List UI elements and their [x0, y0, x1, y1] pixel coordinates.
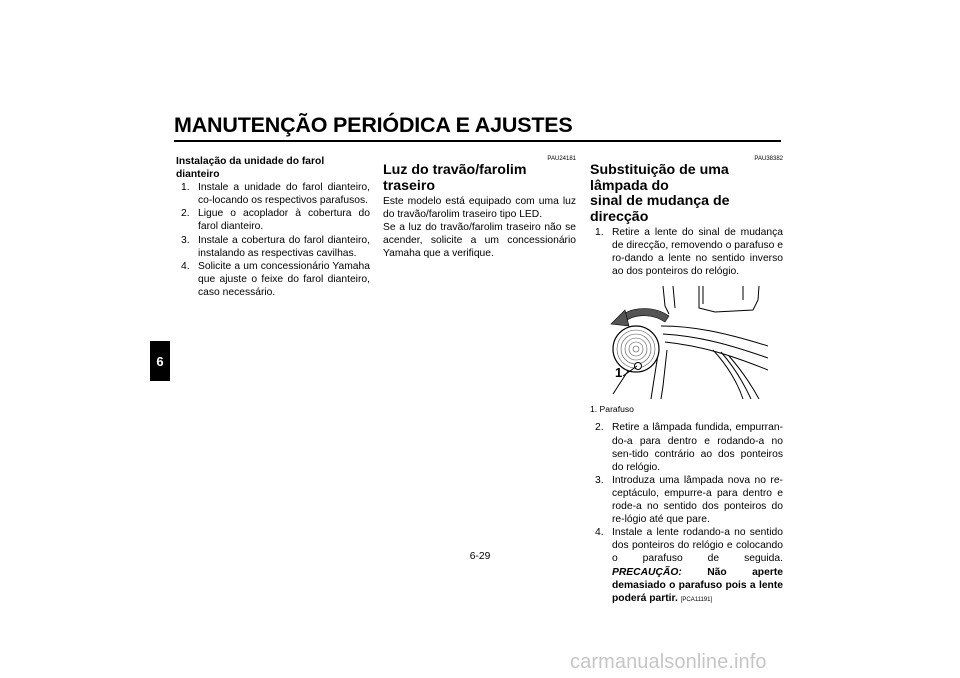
list-item: 3. Instale a cobertura do farol dianteiro, instalando as respectivas cavilhas.: [181, 234, 370, 259]
page-number: 6-29: [469, 551, 491, 562]
section-code: PAU24181: [547, 156, 576, 162]
paragraph: Este modelo está equipado com uma luz do travão/farolim traseiro tipo LED.: [383, 196, 576, 221]
header-rule: [174, 140, 781, 142]
watermark: carmanualsonline.info: [570, 651, 767, 673]
caution-code: [PCA11191]: [680, 596, 713, 603]
list-item: 1. Instale a unidade do farol dianteiro, co-locando os respectivos parafusos.: [181, 182, 370, 207]
list-item: 4. Solicite a um concessionário Yamaha que ajuste o feixe do farol dianteiro, caso necessário.: [181, 260, 370, 298]
list-item: 2. Retire a lâmpada fundida, empurran-do-a para dentro e rodando-a no sen-tido contrário ao dos ponteiros do relógio.: [595, 422, 783, 473]
caution-text: Não aperte demasiado o parafuso pois a lente poderá partir.: [612, 566, 783, 604]
list-item: 1. Retire a lente do sinal de mudança de direcção, removendo o parafuso e ro-dando a lente no sentido inverso ao dos ponteiros do relógio.: [595, 227, 783, 278]
subheading-headlight-install: Instalação da unidade do farol dianteiro: [176, 156, 325, 181]
caution-label: PRECAUÇÃO:: [612, 566, 682, 578]
section-title-tail-light: Luz do travão/farolim traseiro: [383, 162, 527, 194]
turn-signal-steps-continued: [590, 421, 783, 606]
page-header-title: MANUTENÇÃO PERIÓDICA E AJUSTES: [174, 113, 573, 137]
list-item: 4. Instale a lente rodando-a no sentido dos ponteiros do relógio e colocando o parafuso de seguida. PRECAUÇÃO: Não aperte demasiado o parafuso pois a lente poderá partir. [PCA11191]: [595, 527, 783, 604]
chapter-tab: 6: [150, 341, 170, 381]
turn-signal-illustration: [603, 286, 768, 399]
middle-column: [383, 155, 576, 260]
left-column: [176, 155, 370, 299]
paragraph: Se a luz do travão/farolim traseiro não se acender, solicite a um concessionário Yamaha que a verifique.: [383, 222, 576, 260]
right-column: [590, 155, 783, 607]
list-item: 2. Ligue o acoplador à cobertura do farol dianteiro.: [181, 208, 370, 233]
turn-signal-figure: [603, 286, 768, 399]
headlight-install-steps: [176, 181, 370, 299]
section-code: PAU38382: [754, 156, 783, 162]
figure-caption: 1. Parafuso: [590, 404, 634, 415]
list-item: 3. Introduza uma lâmpada nova no re-ceptáculo, empurre-a para dentro e rode-a no sentido dos ponteiros do re-lógio até que pare.: [595, 474, 783, 526]
section-title-turn-signal: Substituição de uma lâmpada do sinal de mudança de direcção: [590, 162, 730, 225]
figure-callout-1: 1: [615, 365, 623, 381]
turn-signal-steps: [590, 226, 783, 278]
